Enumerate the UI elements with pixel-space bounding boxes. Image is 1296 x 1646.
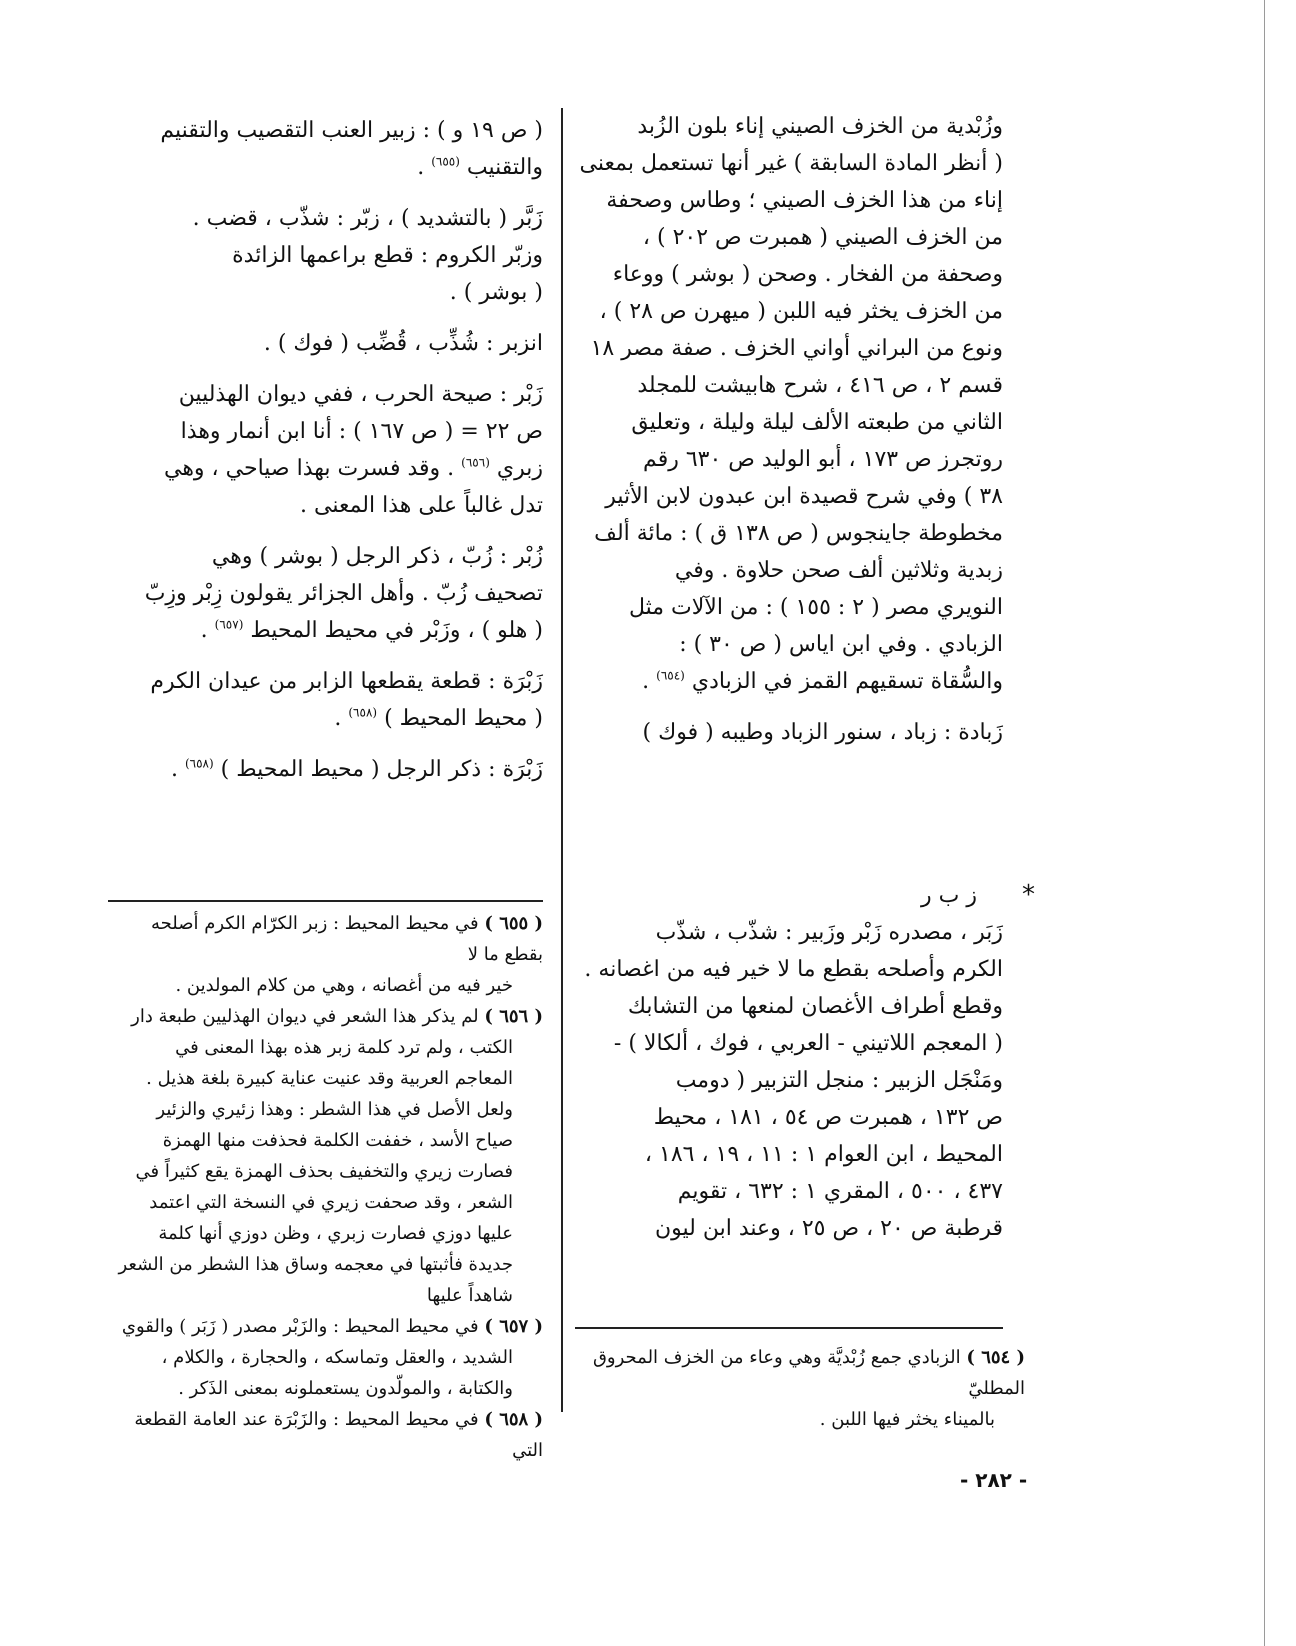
footnote-ref-658b: (٦٥٨): [184, 756, 214, 771]
footnote-rule-left: [108, 900, 543, 902]
page-number: - ٢٨٢ -: [960, 1468, 1028, 1492]
entry-zabra: زَبْرَة : قطعة يقطعها الزابر من عيدان الكرم ( محيط المحيط ) $^{(٦٥٨)}$ .: [150, 669, 543, 731]
footnote-ref-656: (٦٥٦): [461, 455, 490, 470]
entry-zubr: زُبْر : زُبّ ، ذكر الرجل ( بوشر ) وهي تصحيف زُبّ . وأهل الجزائر يقولون زِبْر وزِبّ ( هلو ) ، وزَبْر في محيط المحيط $^{(٦٥٧)}$ .: [144, 544, 543, 643]
page-edge-line: [1264, 0, 1265, 1646]
entry-inzabar: انزبر : شُذِّب ، قُضِّب ( فوك ) .: [263, 331, 543, 356]
footnote-ref-654: (٦٥٤): [656, 668, 685, 683]
footnote-654: ( ٦٥٤ ) الزبادي جمع زُبْديَّة وهي وعاء من الخزف المحروق المطليّ بالميناء يخثر فيها اللبن .: [592, 1347, 1025, 1430]
right-column: [575, 108, 1003, 751]
root-heading: ز ب ر: [921, 883, 977, 908]
footnote-ref-658a: (٦٥٨): [348, 705, 378, 720]
entry-zubdiya: وزُبْدية من الخزف الصيني إناء بلون الزُبد ( أنظر المادة السابقة ) غير أنها تستعمل بمعنى إناء من هذا الخزف الصيني ؛ وطاس وصحفة من الخزف الصيني ( همبرت ص ٢٠٢ ) ، وصحفة من الفخار . وصحن ( بوشر ) ووعاء من الخزف يخثر فيه اللبن ( ميهرن ص ٢٨ ) ، ونوع من البراني أواني الخزف . صفة مصر ١٨ قسم ٢ ، ص ٤١٦ ، شرح هابيشت للمجلد الثاني من طبعته الألف ليلة وليلة ، وتعليق روتجرز ص ١٧٣ ، أبو الوليد ص ٦٣٠ رقم ٣٨ ) وفي شرح قصيدة ابن عبدون لابن الأثير مخطوطة جاينجوس ( ص ١٣٨ ق ) : مائة ألف زبدية وثلاثين ألف صحن حلاوة . وفي النويري مصر ( ٢ : ١٥٥ ) : من الآلات مثل الزبادي . وفي ابن اياس ( ص ٣٠ ) : والسُّقاة تسقيهم القمز في الزبادي $^{(٦٥٤)}$ .: [579, 114, 1003, 694]
left-column: [108, 112, 543, 788]
column-separator: [561, 108, 563, 1412]
entry-zabra-2: زَبْرَة : ذكر الرجل ( محيط المحيط ) $^{(٦٥٨)}$ .: [170, 756, 543, 782]
footnote-658: ( ٦٥٨ ) في محيط المحيط : والزَبْرَة عند العامة القطعة التي: [134, 1409, 543, 1461]
footnote-656: ( ٦٥٦ ) لم يذكر هذا الشعر في ديوان الهذليين طبعة دار الكتب ، ولم ترد كلمة زبر هذه بهذا المعنى في المعاجم العربية وقد عنيت عناية كبيرة بلغة هذيل . ولعل الأصل في هذا الشطر : وهذا زئيري والزئير صياح الأسد ، خففت الكلمة فحذفت منها الهمزة فصارت زيري والتخفيف بحذف الهمزة يقع كثيراً في الشعر ، وقد صحفت زيري في النسخة التي اعتمد عليها دوزي فصارت زبري ، وظن دوزي أنها كلمة جديدة فأثبتها في معجمه وساق هذا الشطر من الشعر شاهداً عليها: [118, 1006, 543, 1306]
entry-zabr: زَبْر : صيحة الحرب ، ففي ديوان الهذليين ص ٢٢ = ( ص ١٦٧ ) : أنا ابن أنمار وهذا زبري $^{(٦٥٦)}$ . وقد فسرت بهذا صياحي ، وهي تدل غالباً على هذا المعنى .: [163, 382, 543, 518]
entry-zabar: زَبَر ، مصدره زَبْر وزَبير : شذّب ، شذّب الكرم وأصلحه بقطع ما لا خير فيه من اغصانه . وقطع أطراف الأغصان لمنعها من التشابك ( المعجم اللاتيني - العربي ، فوك ، ألكالا ) - ومَنْجَل الزبير : منجل التزبير ( دومب ص ١٣٢ ، همبرت ص ٥٤ ، ١٨١ ، محيط المحيط ، ابن العوام ١ : ١١ ، ١٩ ، ١٨٦ ، ٤٣٧ ، ٥٠٠ ، المقري ١ : ٦٣٢ ، تقويم قرطبة ص ٢٠ ، ص ٢٥ ، وعند ابن ليون: [584, 920, 1003, 1241]
entry-zabbar: زَبَّر ( بالتشديد ) ، زبّر : شذّب ، قضب . وزبّر الكروم : قطع براعمها الزائدة ( بوشر ) .: [192, 206, 543, 305]
root-heading-row: [575, 880, 1035, 914]
star-icon: *: [1022, 880, 1035, 910]
footnote-655: ( ٦٥٥ ) في محيط المحيط : زبر الكرّام الكرم أصلحه بقطع ما لا خير فيه من أغصانه ، وهي من كلام المولدين .: [150, 913, 543, 996]
footnote-657: ( ٦٥٧ ) في محيط المحيط : والزَبْر مصدر ( زَبَر ) والقوي الشديد ، والعقل وتماسكه ، والحجارة ، والكلام ، والكتابة ، والمولّدون يستعملونه بمعنى الذَكر .: [121, 1316, 543, 1399]
footnote-rule-right: [575, 1327, 1003, 1329]
footnote-ref-655: (٦٥٥): [431, 154, 460, 169]
footnotes-left: [108, 908, 543, 1466]
footnote-ref-657: (٦٥٧): [214, 617, 244, 632]
entry-zabada: زَبادة : زباد ، سنور الزباد وطيبه ( فوك ): [642, 720, 1003, 745]
entry-zubayr: ( ص ١٩ و ) : زبير العنب التقصيب والتقنيم والتقنيب $^{(٦٥٥)}$ .: [160, 118, 543, 180]
